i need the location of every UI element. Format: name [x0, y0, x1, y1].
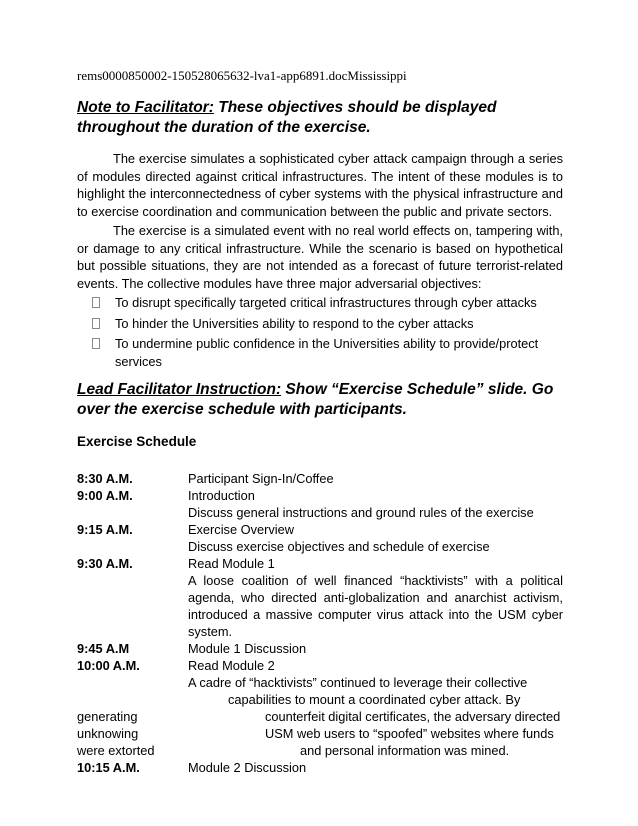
table-row	[77, 538, 563, 555]
schedule-time	[77, 538, 188, 555]
facilitator-note	[77, 98, 563, 138]
schedule-description: Discuss general instructions and ground rules of the exercise	[188, 505, 534, 520]
schedule-table	[77, 470, 563, 776]
module-2-side-text: were extorted	[77, 743, 155, 758]
schedule-title: Exercise Schedule	[77, 434, 197, 449]
schedule-time: 10:00 A.M.	[77, 658, 140, 673]
intro-paragraph-2: The exercise is a simulated event with no real world effects on, tampering with, or damage to any critical infrastructure. While the scenario is based on hypothetical but possible situations, they are not intended as a forecast of future terrorist-related events. The collective modules have three major adversarial objectives:	[77, 223, 563, 291]
bullet-box-icon	[92, 338, 100, 349]
schedule-time	[77, 572, 188, 640]
bullet-box-icon	[92, 297, 100, 308]
schedule-description: Exercise Overview	[188, 522, 294, 537]
table-row	[77, 640, 563, 657]
document-page	[77, 60, 563, 776]
intro-paragraph-1: The exercise simulates a sophisticated cyber attack campaign through a series of modules directed against critical infrastructures. The intent of these modules is to highlight the interconnectedness of cyber systems with the physical infrastructure and to exercise coordination and communication between the public and private sectors.	[77, 151, 563, 219]
table-row	[77, 487, 563, 504]
document-filename: rems0000850002-150528065632-lva1-app6891.docMississippi	[77, 68, 407, 83]
table-row	[77, 674, 563, 691]
module-2-description-line: counterfeit digital certificates, the adversary directed	[265, 709, 561, 724]
module-2-side-text: generating	[77, 709, 138, 724]
module-2-description-line: and personal information was mined.	[300, 743, 510, 758]
schedule-time: 10:15 A.M.	[77, 760, 140, 775]
facilitator-note-label: Note to Facilitator:	[77, 99, 214, 116]
objective-text: To disrupt specifically targeted critical infrastructures through cyber attacks	[115, 295, 537, 310]
lead-instruction-text: Show “Exercise Schedule” slide. Go over the exercise schedule with participants.	[77, 381, 554, 418]
table-row	[77, 572, 563, 640]
schedule-description: Participant Sign-In/Coffee	[188, 471, 334, 486]
schedule-time: 9:45 A.M	[77, 641, 130, 656]
table-row	[77, 691, 563, 708]
schedule-description: Discuss exercise objectives and schedule of exercise	[188, 539, 490, 554]
table-row	[77, 504, 563, 521]
module-2-description-line: capabilities to mount a coordinated cyber attack. By	[228, 692, 521, 707]
schedule-description: Module 2 Discussion	[188, 760, 307, 775]
bullet-box-icon	[92, 318, 100, 329]
schedule-time: 8:30 A.M.	[77, 471, 133, 486]
schedule-description: Read Module 2	[188, 658, 275, 673]
table-row	[77, 742, 563, 759]
module-2-side-text: unknowing	[77, 726, 139, 741]
table-row	[77, 470, 563, 487]
objective-text: To undermine public confidence in the Universities ability to provide/protect services	[115, 336, 539, 369]
lead-facilitator-instruction	[77, 380, 563, 420]
module-2-description-line: USM web users to “spoofed” websites where funds	[265, 726, 554, 741]
schedule-time: 9:15 A.M.	[77, 522, 133, 537]
schedule-time: 9:30 A.M.	[77, 556, 133, 571]
lead-instruction-label: Lead Facilitator Instruction:	[77, 381, 282, 398]
objective-item	[77, 315, 563, 333]
objective-text: To hinder the Universities ability to respond to the cyber attacks	[115, 315, 474, 331]
table-row	[77, 725, 563, 742]
table-row	[77, 657, 563, 674]
module-1-description: A loose coalition of well financed “hacktivists” with a political agenda, who directed anti-globalization and anarchist activism, introduced a massive computer virus attack into the USM cyber system.	[188, 573, 563, 639]
module-2-description-line: A cadre of “hacktivists” continued to leverage their collective	[188, 675, 528, 690]
schedule-time	[77, 504, 188, 521]
facilitator-note-text: These objectives should be displayed throughout the duration of the exercise.	[77, 99, 497, 136]
objectives-list	[77, 294, 563, 370]
schedule-description: Read Module 1	[188, 556, 275, 571]
table-row	[77, 708, 563, 725]
table-row	[77, 555, 563, 572]
schedule-description: Module 1 Discussion	[188, 641, 307, 656]
schedule-time: 9:00 A.M.	[77, 488, 133, 503]
schedule-description: Introduction	[188, 488, 255, 503]
table-row	[77, 759, 563, 776]
objective-item	[77, 335, 563, 370]
objective-item	[77, 294, 563, 312]
table-row	[77, 521, 563, 538]
